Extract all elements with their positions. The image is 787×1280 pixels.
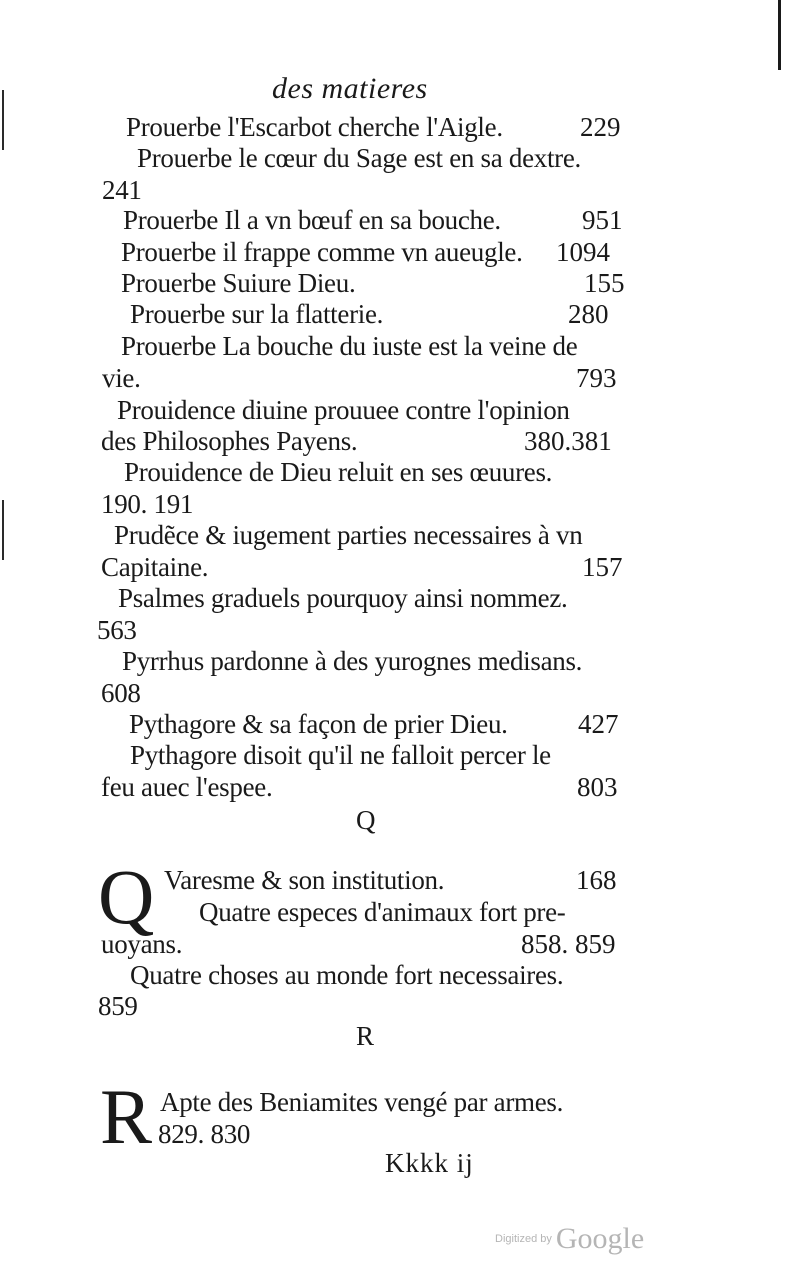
page-reference: 793 (576, 363, 617, 393)
drop-cap-q: Q (98, 853, 155, 940)
page-reference: 1094 (556, 237, 610, 267)
index-entry-continuation: des Philosophes Payens. (101, 426, 358, 456)
index-entry-continuation: uoyans. (101, 929, 183, 959)
page-reference: 858. 859 (521, 929, 616, 959)
section-heading-q: Q (356, 805, 376, 835)
index-entry: Prouerbe La bouche du iuste est la veine de (121, 331, 578, 361)
index-entry-continuation: 608 (101, 678, 141, 708)
index-entry: Pythagore & sa façon de prier Dieu. (129, 709, 508, 739)
signature-mark: Kkkk ij (385, 1148, 474, 1178)
index-entry: Prouerbe Suiure Dieu. (121, 268, 356, 298)
page-reference: 951 (582, 205, 623, 235)
index-entry: Prouerbe l'Escarbot cherche l'Aigle. (126, 112, 503, 142)
digitized-by-text: Digitized by (495, 1233, 552, 1245)
page-reference: 157 (582, 552, 623, 582)
scan-edge-mark (778, 0, 781, 70)
page-reference: 380.381 (524, 426, 612, 456)
index-entry: Pyrrhus pardonne à des yurognes medisans. (122, 646, 583, 676)
index-entry-continuation: 190. 191 (101, 489, 194, 519)
index-entry-continuation: 829. 830 (158, 1119, 251, 1149)
page-reference: 803 (577, 772, 618, 802)
index-entry: Prouerbe Il a vn bœuf en sa bouche. (123, 205, 501, 235)
scan-edge-mark (2, 500, 4, 560)
page-reference: 280 (568, 299, 609, 329)
page-header: des matieres (272, 72, 428, 105)
index-entry-continuation: feu auec l'espee. (101, 772, 273, 802)
index-entry: Quatre especes d'animaux fort pre- (199, 897, 566, 927)
google-logo: Google (555, 1222, 645, 1255)
digitized-by-watermark (495, 1222, 644, 1256)
index-entry: Psalmes graduels pourquoy ainsi nommez. (118, 583, 568, 613)
index-entry: Apte des Beniamites vengé par armes. (160, 1087, 564, 1117)
page-reference: 155 (584, 268, 625, 298)
page-reference: 168 (576, 865, 617, 895)
index-entry: Prouerbe le cœur du Sage est en sa dextre. (137, 143, 581, 173)
index-entry-continuation: 563 (97, 615, 137, 645)
index-entry: Prouidence diuine prouuee contre l'opinion (117, 395, 570, 425)
index-entry: Prouerbe sur la flatterie. (130, 299, 384, 329)
index-entry-continuation: 241 (102, 175, 142, 205)
index-entry: Pythagore disoit qu'il ne falloit percer le (130, 740, 551, 770)
scan-edge-mark (2, 90, 4, 150)
page-reference: 427 (578, 709, 619, 739)
index-entry: Prouidence de Dieu reluit en ses œuures. (124, 457, 553, 487)
index-entry: Varesme & son institution. (164, 865, 445, 895)
section-heading-r: R (356, 1021, 375, 1051)
drop-cap-r: R (100, 1073, 153, 1160)
index-entry: Quatre choses au monde fort necessaires. (130, 960, 564, 990)
index-entry-continuation: vie. (102, 363, 141, 393)
index-entry-continuation: Capitaine. (101, 552, 209, 582)
index-entry: Prouerbe il frappe comme vn aueugle. (121, 237, 523, 267)
index-entry-continuation: 859 (98, 991, 138, 1021)
page-reference: 229 (580, 112, 621, 142)
index-entry: Prudẽce & iugement parties necessaires à vn (114, 520, 583, 550)
